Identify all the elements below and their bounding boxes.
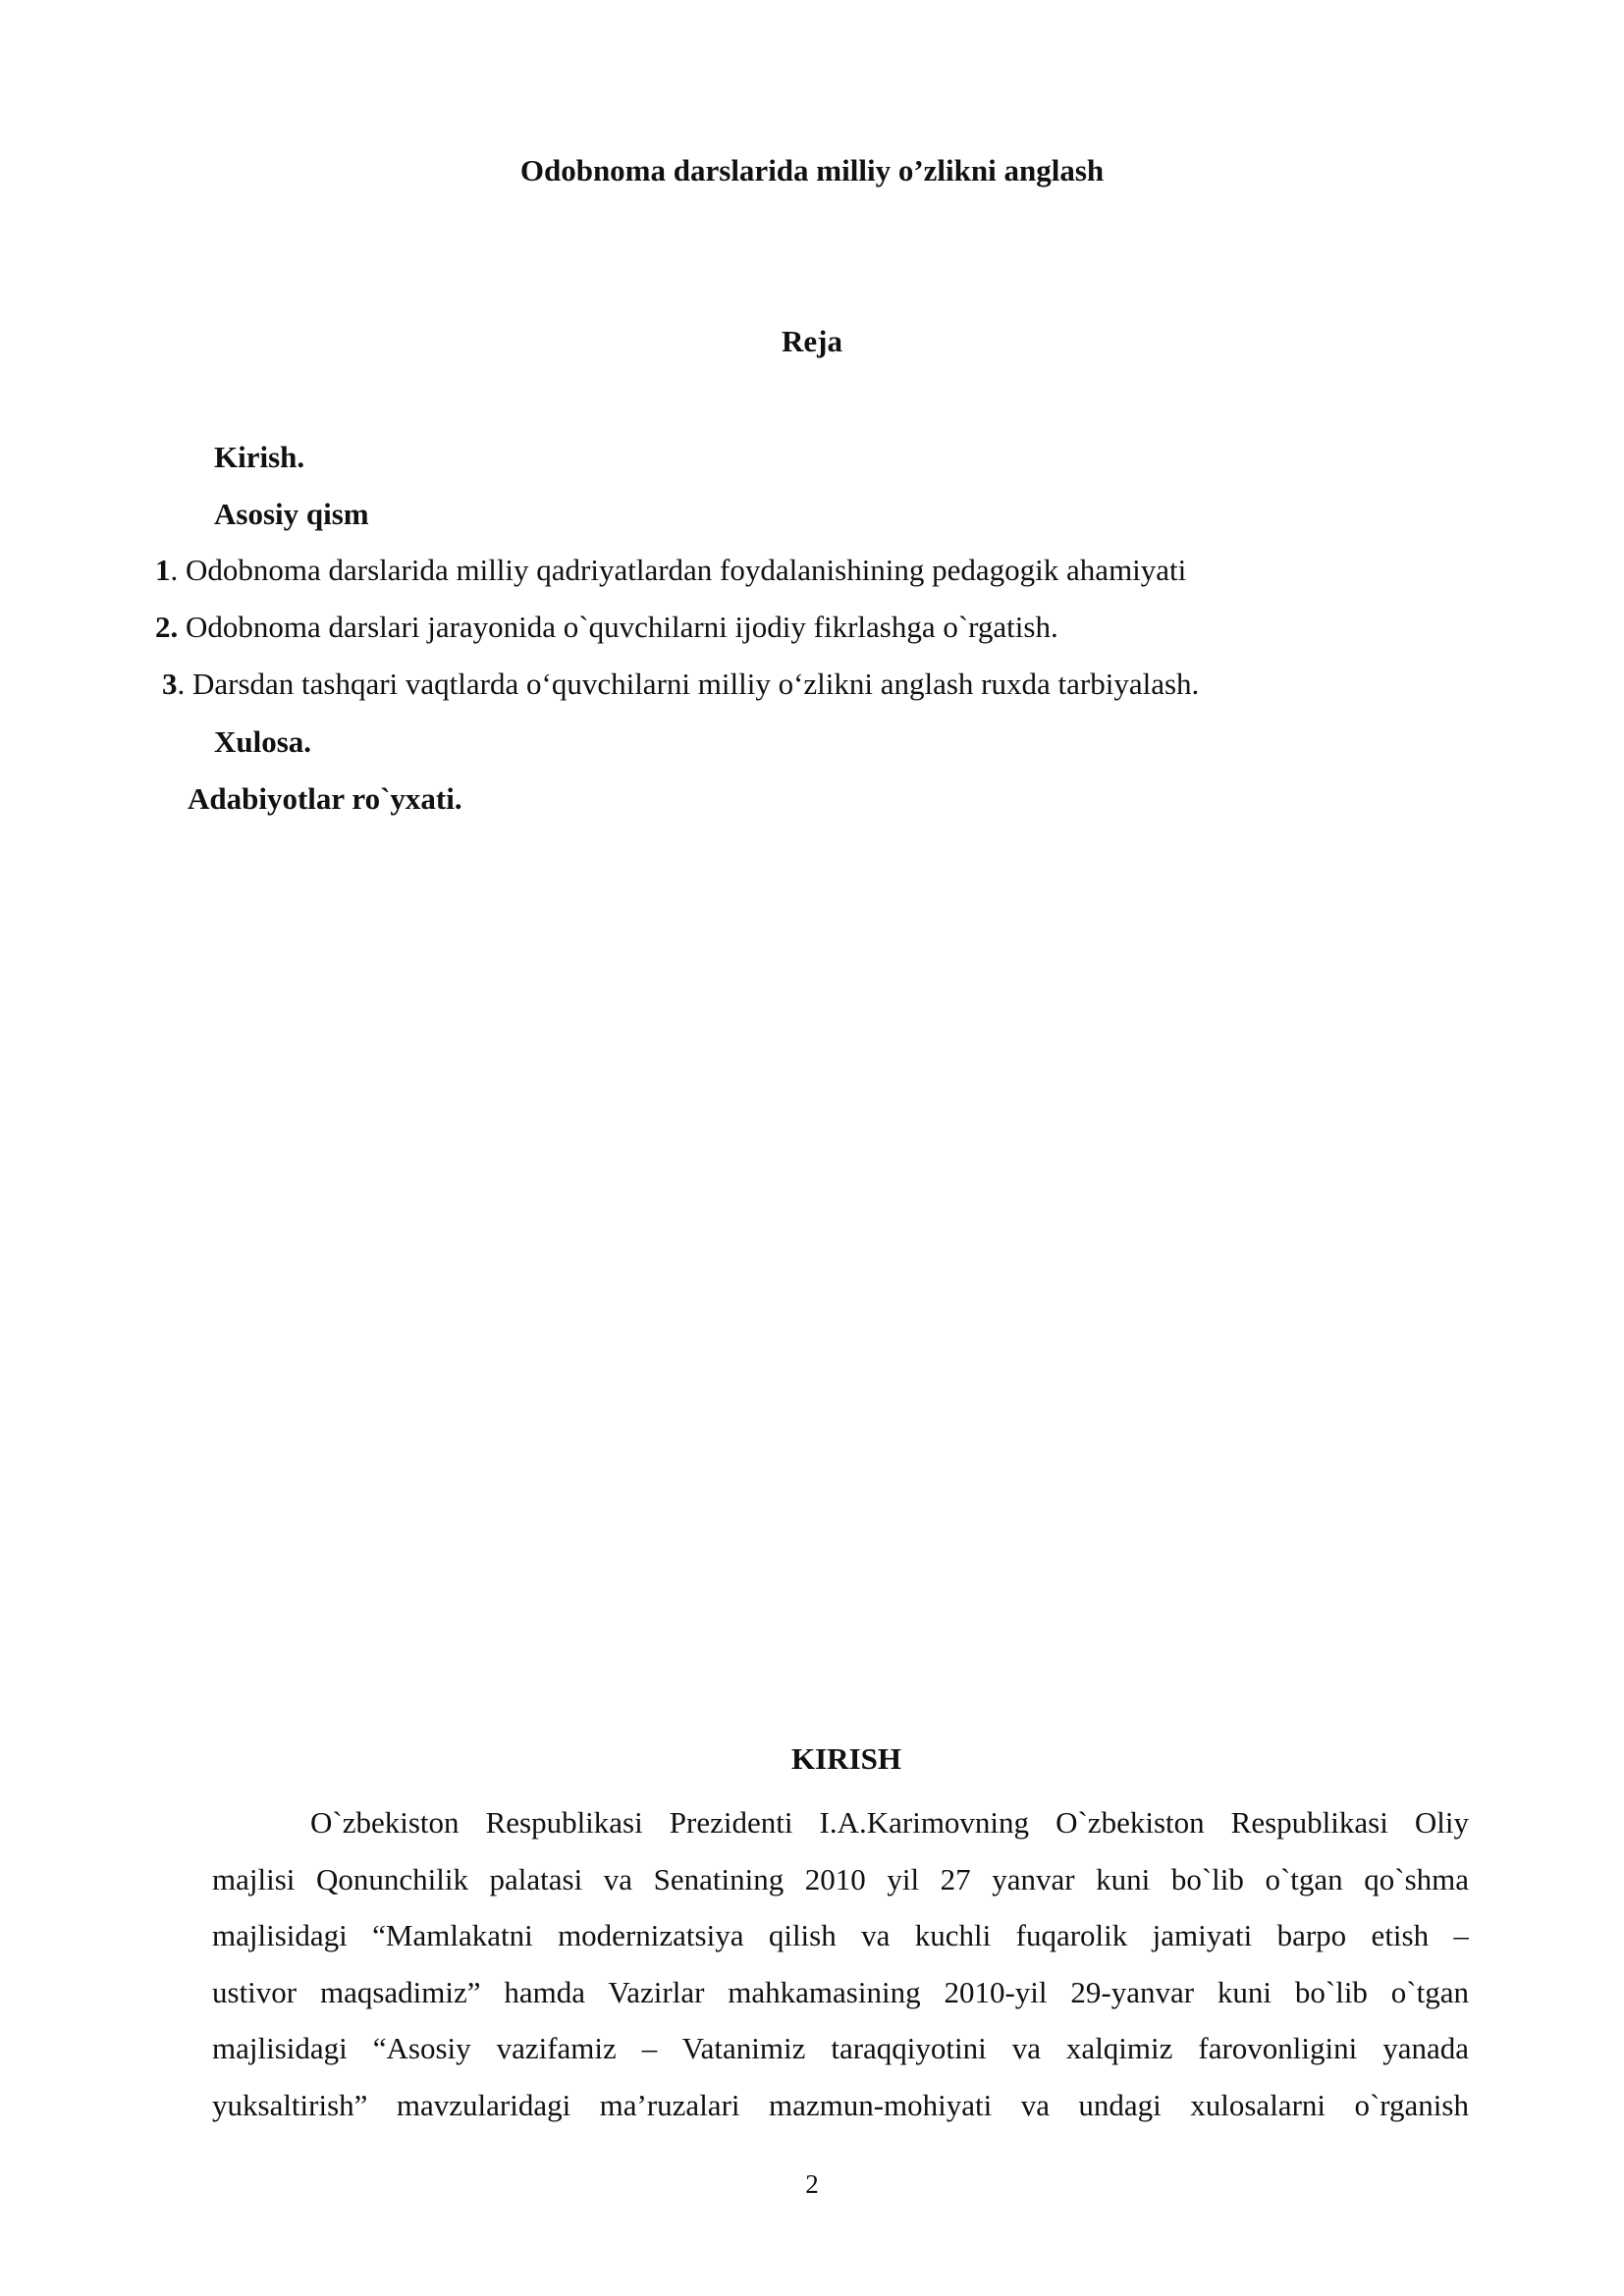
paragraph-line: ustivor maqsadimiz” hamda Vazirlar mahkamasining 2010-yil 29-yanvar kuni bo`lib o`tgan <box>212 1974 1469 2009</box>
plan-item-2-number: 2. <box>155 610 179 644</box>
plan-heading: Reja <box>782 324 842 358</box>
plan-item-2 <box>155 608 1058 647</box>
paragraph-line: yuksaltirish” mavzularidagi ma’ruzalari mazmun-mohiyati va undagi xulosalarni o`rganish <box>212 2087 1469 2122</box>
page-number: 2 <box>805 2169 819 2199</box>
paragraph-line: O`zbekiston Respublikasi Prezidenti I.A.Karimovning O`zbekiston Respublikasi Oliy <box>310 1805 1469 1840</box>
plan-intro: Kirish. <box>214 440 305 474</box>
plan-item-3-text: . Darsdan tashqari vaqtlarda o‘quvchilarni milliy o‘zlikni anglash ruxda tarbiyalash. <box>177 667 1200 701</box>
plan-conclusion: Xulosa. <box>214 724 312 759</box>
plan-item-3-number: 3 <box>162 667 178 701</box>
plan-item-1 <box>155 551 1186 590</box>
plan-item-2-text: Odobnoma darslari jarayonida o`quvchilarni ijodiy fikrlashga o`rgatish. <box>178 610 1058 644</box>
paragraph-line: majlisi Qonunchilik palatasi va Senatining 2010 yil 27 yanvar kuni bo`lib o`tgan qo`shma <box>212 1861 1469 1896</box>
paragraph-line: majlisidagi “Mamlakatni modernizatsiya qilish va kuchli fuqarolik jamiyati barpo etish – <box>212 1918 1469 1952</box>
plan-main-part: Asosiy qism <box>214 497 369 531</box>
document-title: Odobnoma darslarida milliy o’zlikni anglash <box>519 153 1105 187</box>
paragraph-line: majlisidagi “Asosiy vazifamiz – Vatanimiz taraqqiyotini va xalqimiz farovonligini yanada <box>212 2031 1469 2065</box>
intro-paragraph <box>212 1794 1469 2133</box>
plan-item-3 <box>162 665 1199 704</box>
plan-references: Adabiyotlar ro`yxati. <box>188 781 462 816</box>
plan-item-1-number: 1 <box>155 553 171 587</box>
section-heading-kirish: KIRISH <box>791 1741 901 1776</box>
plan-item-1-text: . Odobnoma darslarida milliy qadriyatlardan foydalanishining pedagogik ahamiyati <box>170 553 1187 587</box>
